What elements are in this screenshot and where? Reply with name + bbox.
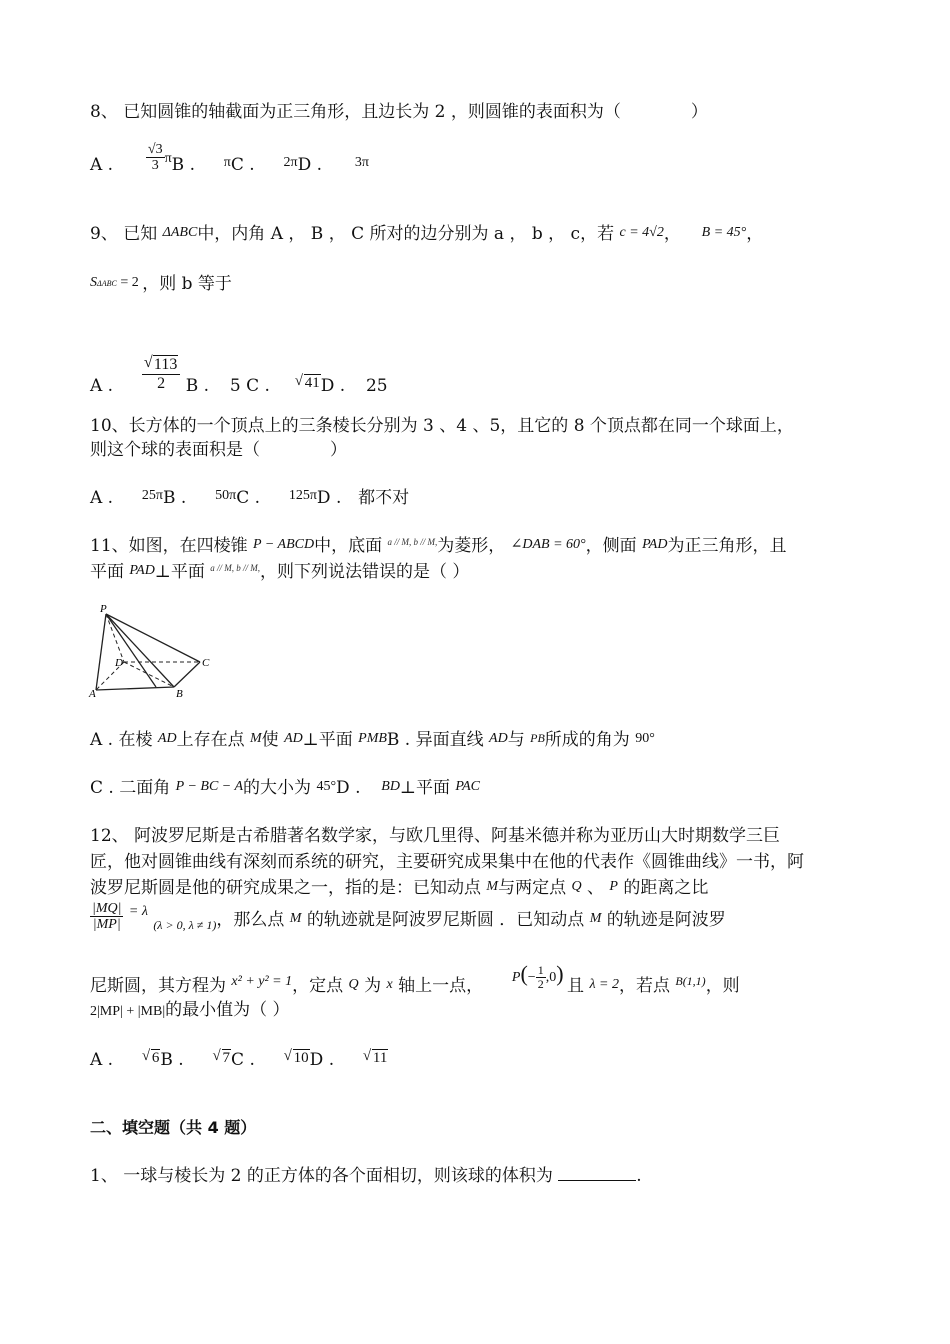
q12-line-6: 2|MP| + |MB|的最小值为（ ） xyxy=(90,1000,290,1020)
q11-option-c-label: C . xyxy=(90,778,114,798)
ratio-fraction: $\frac{|MQ|}{|MP|}$ xyxy=(92,901,122,932)
q9-option-a-label: A . xyxy=(90,376,114,396)
q8-option-a-label: A . xyxy=(90,155,114,175)
q12-option-b-label: B . xyxy=(160,1050,184,1070)
section-title: 二、填空题（共 4 题） xyxy=(90,1118,257,1137)
q10-option-b: 50π xyxy=(215,488,237,503)
fig-label-a: A xyxy=(89,688,96,700)
q12-option-d: √ 11 xyxy=(363,1050,388,1066)
q9-option-d: 25 xyxy=(365,376,388,396)
q12-option-c-label: C . xyxy=(231,1050,255,1070)
q9-options xyxy=(90,356,388,405)
q12-option-c: √ 10 xyxy=(284,1050,310,1066)
fig-label-d: D xyxy=(115,657,123,669)
q8-option-c-label: C . xyxy=(230,155,255,175)
q11-options-ab: A . 在棱 AD上存在点 M使 AD⊥平面 PMBB . 异面直线 AD与 PB所成的角为 90° xyxy=(90,730,655,750)
q12-line-2: 匠，他对圆锥曲线有深刻而系统的研究，主要研究成果集中在他的代表作《圆锥曲线》一书，阿 xyxy=(90,852,804,872)
q11-stem: 11、如图，在四棱锥 P − ABCD中，底面 $^{a // M, b // M,}$为菱形， ∠DAB = 60°，侧面 PAD为正三角形，且 xyxy=(90,536,787,556)
q9-option-a: √ $\frac{113}{2}$ xyxy=(142,356,180,393)
pyramid-figure xyxy=(88,600,218,700)
answer-blank[interactable] xyxy=(558,1164,636,1181)
q11-option-d-label: D . xyxy=(336,778,361,798)
q9-option-b-label: B . xyxy=(185,376,210,396)
q10-option-c: 125π xyxy=(288,488,317,503)
q8-option-b: π xyxy=(223,155,231,170)
q10-option-d: 都不对 xyxy=(358,488,410,508)
fig-label-b: B xyxy=(176,688,183,700)
q11-options-cd: C . 二面角 P − BC − A的大小为 45°D . BD⊥平面 PAC xyxy=(90,778,481,798)
q9-option-d-label: D . xyxy=(320,376,346,396)
condition-b: B = 45° xyxy=(701,225,747,240)
q9-stem-2: SΔABC = 2 ，则 b 等于 xyxy=(90,274,232,294)
fig-label-c: C xyxy=(202,657,210,669)
q10-option-d-label: D . xyxy=(316,488,342,508)
q10-option-b-label: B . xyxy=(162,488,187,508)
condition-c: c = 4√2 xyxy=(619,225,664,240)
q10-option-a: 25π xyxy=(141,488,163,503)
fig-label-p: P xyxy=(100,603,107,615)
point-p: P(− 1 2 ,0) xyxy=(511,961,564,992)
q10-stem: 10、长方体的一个顶点上的三条棱长分别为 3 、4 、5，且它的 8 个顶点都在同一个球面上， xyxy=(90,416,794,436)
q12-option-b: √ 7 xyxy=(213,1050,232,1066)
q8-stem: 8、 已知圆锥的轴截面为正三角形，且边长为 2 ，则圆锥的表面积为（ ） xyxy=(90,102,708,122)
q12-option-d-label: D . xyxy=(309,1050,335,1070)
q10-options xyxy=(90,486,409,512)
q10-option-a-label: A . xyxy=(90,488,114,508)
q12-option-a-label: A . xyxy=(90,1050,114,1070)
q12-line-3: 波罗尼斯圆是他的研究成果之一，指的是：已知动点 M与两定点 Q 、 P 的距离之比 xyxy=(90,878,709,898)
q12-line-5: 尼斯圆，其方程为 $^{x^2 + y^2 = 1}$，定点 Q 为 x 轴上一点， $^{P(- \frac{1}{2} ,0)}$ 且 λ = 2，若点 $^{B(1,1)}$，则 xyxy=(90,961,740,996)
q8-option-d-label: D . xyxy=(297,155,323,175)
q9-option-c-label: C . xyxy=(246,376,270,396)
q10-option-c-label: C . xyxy=(236,488,261,508)
q11-option-b-label: B . xyxy=(386,730,411,750)
q8-option-c: 2π xyxy=(283,155,298,170)
q9-option-c: √ 41 xyxy=(295,375,321,391)
triangle-abc: ΔABC xyxy=(162,225,198,240)
fill-question-1: 1、 一球与棱长为 2 的正方体的各个面相切，则该球的体积为 . xyxy=(90,1166,642,1186)
q9-option-b: 5 xyxy=(229,376,241,396)
q12-line-1: 12、 阿波罗尼斯是古希腊著名数学家，与欧几里得、阿基米德并称为亚历山大时期数学三巨 xyxy=(90,826,781,846)
q8-option-a: $\frac{√3}{3}$ xyxy=(147,142,163,173)
q11-stem-2: 平面 PAD⊥平面 $^{a // M, b // M,}$，则下列说法错误的是（ ） xyxy=(90,562,470,582)
q8-options: A . $\frac{√3}{3}$ $^\pi$B . $^\pi$C . $^{2\pi}$D . $^{3\pi}$ xyxy=(90,142,369,175)
q8-option-b-label: B . xyxy=(171,155,195,175)
q11-option-a-label: A . xyxy=(90,730,114,750)
q12-options xyxy=(90,1048,388,1073)
area-expr: SΔABC = 2 xyxy=(90,275,139,290)
q10-stem-2: 则这个球的表面积是（ ） xyxy=(90,440,347,460)
q12-option-a: √ 6 xyxy=(142,1050,161,1066)
q9-stem: 9、 已知 ΔABC中，内角 A ， B ， C 所对的边分别为 a ， b ， c，若 c = 4√2， B = 45°， xyxy=(90,224,764,244)
q8-option-d: 3π xyxy=(354,155,369,170)
q12-line-4: $\frac{|MQ|}{|MP|}$ $^{= \lambda}$ $_{(\lambda > 0, \lambda \ne 1)}$，那么点 M 的轨迹就是阿波罗尼斯圆 ．已知动点 M 的轨迹是阿波罗 xyxy=(92,901,726,932)
